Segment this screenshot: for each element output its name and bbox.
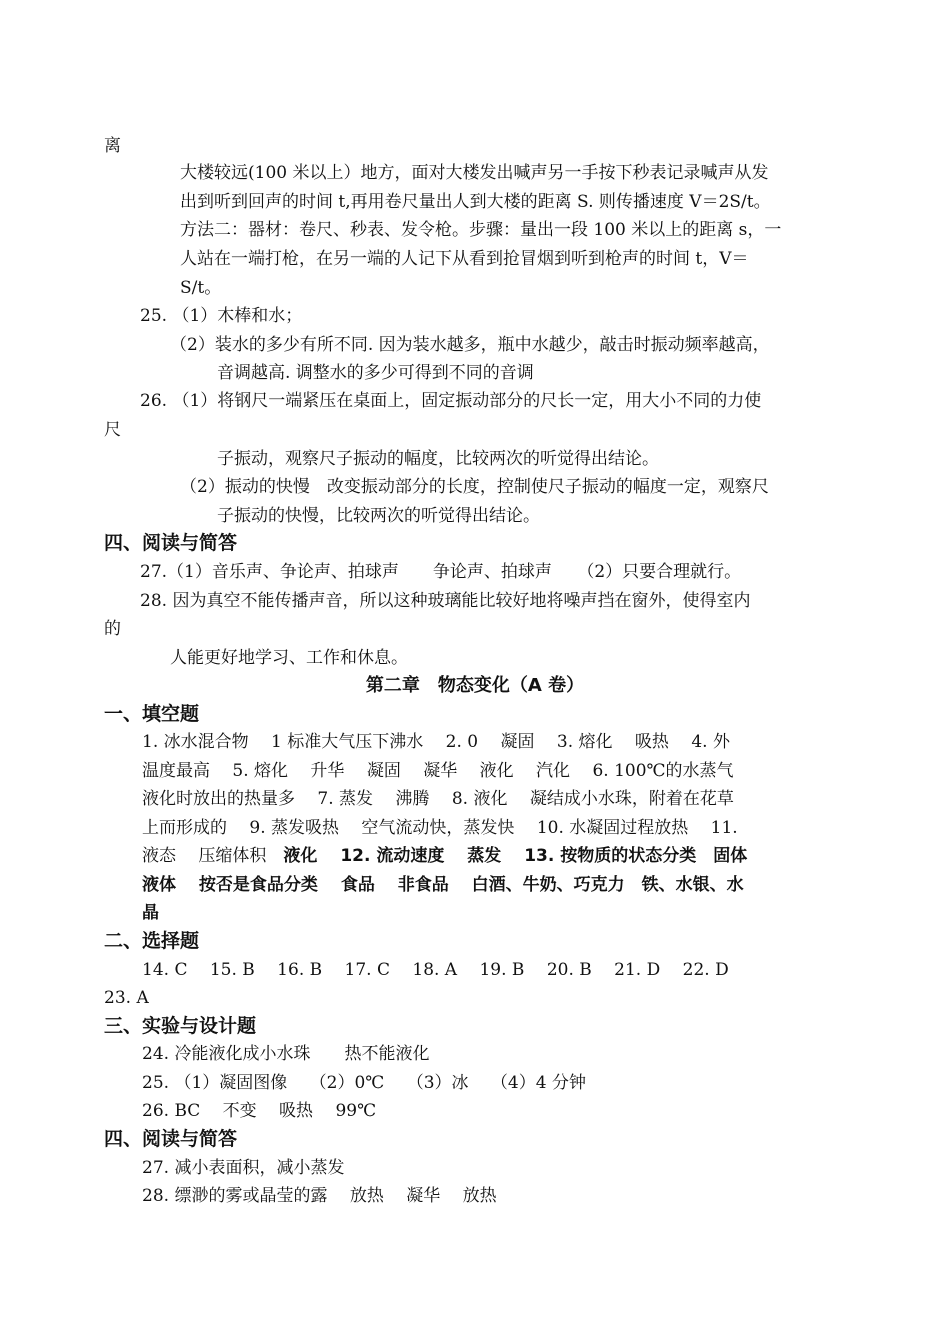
chapter-title: 第二章 物态变化（A 卷） [365,675,585,696]
text-line: 人站在一端打枪，在另一端的人记下从看到抢冒烟到听到枪声的时间 t，V＝ [180,249,749,269]
section-heading: 二、选择题 [104,930,200,952]
text-line: 14. C 15. B 16. B 17. C 18. A 19. B 20. B 21. D 22. D [142,960,729,980]
answer-q26: 26. （1）将钢尺一端紧压在桌面上，固定振动部分的尺长一定，用大小不同的力使 [140,391,762,411]
bold-text-run: 液化 12. 流动速度 蒸发 13. 按物质的状态分类 固体 [283,846,748,866]
text-line [142,845,747,867]
text-line: 的 [104,619,121,639]
text-line: 人能更好地学习、工作和休息。 [170,648,408,668]
answer-q27: 27.（1）音乐声、争论声、拍球声 争论声、拍球声 （2）只要合理就行。 [140,562,742,582]
text-line: 液化时放出的热量多 7. 蒸发 沸腾 8. 液化 凝结成小水珠，附着在花草 [142,789,734,809]
answer-r28: 28. 缥渺的雾或晶莹的露 放热 凝华 放热 [142,1186,497,1206]
text-line: （2）振动的快慢 改变振动部分的长度，控制使尺子振动的幅度一定，观察尺 [180,477,769,497]
text-line: 子振动，观察尺子振动的幅度，比较两次的听觉得出结论。 [217,449,659,469]
section-heading: 四、阅读与简答 [104,1128,238,1150]
text-line: （2）装水的多少有所不同. 因为装水越多，瓶中水越少，敲击时振动频率越高， [170,335,770,355]
text-line: 23. A [104,988,149,1008]
text-line: S/t。 [180,278,222,298]
text-line: 尺 [104,420,121,440]
text-line: 晶 [142,903,159,923]
answer-r27: 27. 减小表面积，减小蒸发 [142,1158,345,1178]
section-heading: 三、实验与设计题 [104,1015,257,1037]
text-line: 温度最高 5. 熔化 升华 凝固 凝华 液化 汽化 6. 100℃的水蒸气 [142,761,734,781]
answer-e24: 24. 冷能液化成小水珠 热不能液化 [142,1044,430,1064]
section-heading: 一、填空题 [104,703,200,725]
text-line: 离 [104,136,121,156]
text-line: 液体 按否是食品分类 食品 非食品 白酒、牛奶、巧克力 铁、水银、水 [142,875,744,895]
answer-e25: 25. （1）凝固图像 （2）0℃ （3）冰 （4）4 分钟 [142,1073,586,1093]
text-line: 大楼较远(100 米以上）地方，面对大楼发出喊声另一手按下秒表记录喊声从发 [180,163,769,183]
text-line: 上而形成的 9. 蒸发吸热 空气流动快，蒸发快 10. 水凝固过程放热 11. [142,818,738,838]
answer-e26: 26. BC 不变 吸热 99℃ [142,1101,377,1121]
text-line: 音调越高. 调整水的多少可得到不同的音调 [217,363,534,383]
text-run: 液态 压缩体积 [142,846,284,866]
answer-q25: 25. （1）木棒和水； [140,306,303,326]
text-line: 1. 冰水混合物 1 标准大气压下沸水 2. 0 凝固 3. 熔化 吸热 4. 外 [142,732,730,752]
section-heading: 四、阅读与简答 [104,532,238,554]
answer-q28: 28. 因为真空不能传播声音，所以这种玻璃能比较好地将噪声挡在窗外，使得室内 [140,591,751,611]
text-line: 子振动的快慢，比较两次的听觉得出结论。 [217,506,540,526]
text-line: 出到听到回声的时间 t,再用卷尺量出人到大楼的距离 S. 则传播速度 V＝2S/t。 [180,192,771,212]
text-line: 方法二：器材：卷尺、秒表、发令枪。步骤：量出一段 100 米以上的距离 s，一 [180,220,782,240]
